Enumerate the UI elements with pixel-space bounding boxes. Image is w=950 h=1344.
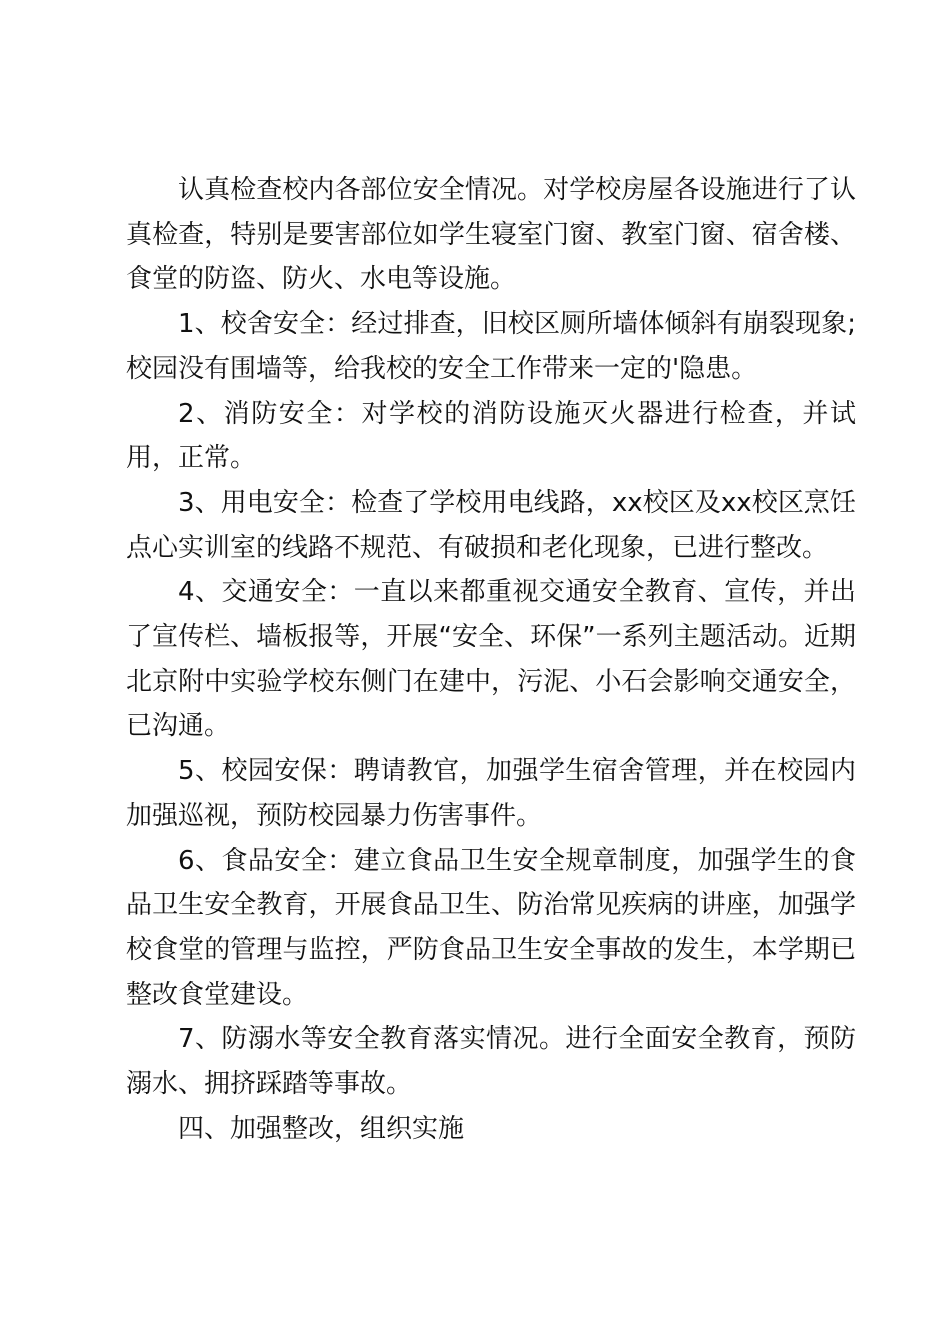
paragraph-fire-safety: 2、消防安全：对学校的消防设施灭火器进行检查，并试用，正常。 [126, 398, 856, 474]
paragraph-traffic-safety: 4、交通安全：一直以来都重视交通安全教育、宣传，并出了宣传栏、墙板报等，开展“安全、环保”一系列主题活动。近期北京附中实验学校东侧门在建中，污泥、小石会影响交通安全，已沟通。 [126, 577, 856, 742]
paragraph-campus-security: 5、校园安保：聘请教官，加强学生宿舍管理，并在校园内加强巡视，预防校园暴力伤害事件。 [126, 756, 856, 831]
paragraph-electrical-safety: 3、用电安全：检查了学校用电线路，xx校区及xx校区烹饪点心实训室的线路不规范、有破损和老化现象，已进行整改。 [126, 487, 856, 563]
section-heading: 四、加强整改，组织实施 [178, 1113, 465, 1144]
paragraph-inspection-overview: 认真检查校内各部位安全情况。对学校房屋各设施进行了认真检查，特别是要害部位如学生寝室门窗、教室门窗、宿舍楼、食堂的防盗、防火、水电等设施。 [126, 175, 856, 295]
paragraph-food-safety: 6、食品安全：建立食品卫生安全规章制度，加强学生的食品卫生安全教育，开展食品卫生、防治常见疾病的讲座，加强学校食堂的管理与监控，严防食品卫生安全事故的发生，本学期已整改食堂建设。 [126, 845, 856, 1010]
document-body [126, 168, 856, 1151]
paragraph-building-safety: 1、校舍安全：经过排查，旧校区厕所墙体倾斜有崩裂现象;校园没有围墙等，给我校的安全工作带来一定的'隐患。 [126, 309, 856, 384]
paragraph-drowning-prevention: 7、防溺水等安全教育落实情况。进行全面安全教育，预防溺水、拥挤踩踏等事故。 [126, 1024, 856, 1100]
